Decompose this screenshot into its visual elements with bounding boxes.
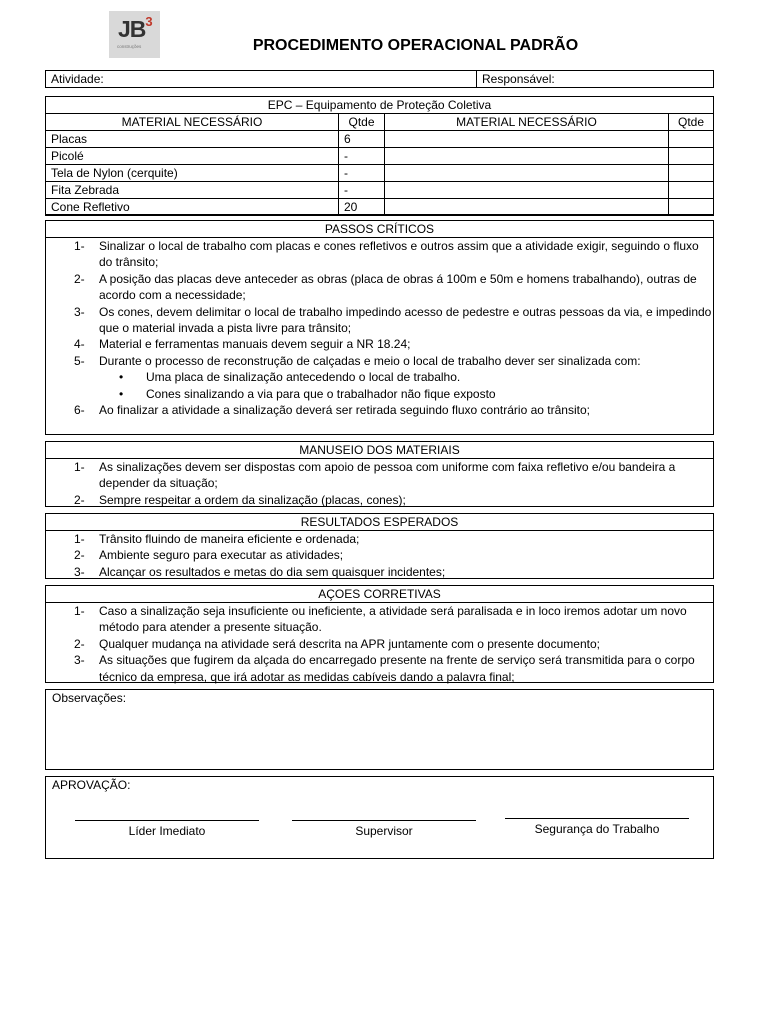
item-text: Sinalizar o local de trabalho com placas e cones refletivos e outros assim que a atividade exigir, seguindo o fluxo do trânsito;: [99, 239, 699, 270]
list-item: [46, 459, 713, 492]
observacoes-box[interactable]: [45, 689, 714, 770]
empty-cell: [669, 148, 714, 165]
list-item: [46, 531, 713, 547]
item-number: 1-: [74, 604, 85, 618]
list-item: [46, 353, 713, 369]
qty-cell: -: [339, 148, 385, 165]
material-cell: Placas: [46, 131, 339, 148]
page-title: PROCEDIMENTO OPERACIONAL PADRÃO: [252, 37, 579, 54]
col-material-left: MATERIAL NECESSÁRIO: [46, 114, 339, 131]
passos-list: [46, 238, 713, 369]
list-item: [46, 603, 713, 636]
item-text: Material e ferramentas manuais devem seguir a NR 18.24;: [99, 337, 411, 352]
signature-label: Segurança do Trabalho: [534, 822, 660, 836]
activity-field[interactable]: [46, 71, 477, 87]
acoes-list: [46, 603, 713, 685]
aprovacao-label: APROVAÇÃO:: [52, 778, 131, 792]
item-number: 3-: [74, 564, 85, 579]
epc-section: [45, 96, 714, 215]
responsible-field[interactable]: [477, 71, 714, 87]
item-text: As situações que fugirem da alçada do encarregado presente na frente de serviço será transmitida para o corpo técnico da empresa, que irá adotar as medidas cabíveis dando a palavra final;: [99, 653, 695, 684]
passos-section: [45, 220, 714, 435]
item-number: 1-: [74, 239, 85, 253]
item-number: 3-: [74, 653, 85, 668]
empty-cell: [385, 148, 669, 165]
manuseio-list: [46, 459, 713, 508]
item-number: 4-: [74, 337, 85, 352]
material-cell: Picolé: [46, 148, 339, 165]
logo-text: JB: [118, 16, 146, 42]
list-item: [46, 304, 713, 337]
empty-cell: [669, 182, 714, 199]
item-text: Caso a sinalização seja insuficiente ou ineficiente, a atividade será paralisada e in loco iremos adotar um novo método para atender a presente situação.: [99, 604, 687, 635]
signature-label: Líder Imediato: [128, 824, 206, 838]
item-text: Durante o processo de reconstrução de calçadas e meio o local de trabalho dever ser sinalizada com:: [99, 353, 641, 368]
signature-line: [292, 820, 476, 821]
bullet-item: • Cones sinalizando a via para que o trabalhador não fique exposto: [46, 386, 713, 402]
table-row: [46, 182, 714, 199]
responsible-label: Responsável:: [482, 72, 555, 86]
item-number: 2-: [74, 548, 85, 563]
item-text: Os cones, devem delimitar o local de trabalho impedindo acesso de pedestre e outras pessoas da via, e impedindo que o material invada a pista livre para trânsito;: [99, 304, 712, 336]
epc-table: [45, 113, 714, 216]
list-item: [46, 492, 713, 508]
epc-title: EPC – Equipamento de Proteção Coletiva: [46, 97, 713, 114]
signature-line: [75, 820, 259, 821]
resultados-title: RESULTADOS ESPERADOS: [46, 514, 713, 531]
list-item: [46, 652, 713, 685]
signature-lider[interactable]: [75, 820, 259, 838]
table-row: [46, 131, 714, 148]
header-box: [45, 70, 714, 88]
acoes-title: AÇOES CORRETIVAS: [46, 586, 713, 603]
empty-cell: [669, 165, 714, 182]
item-number: 2-: [74, 271, 85, 286]
observacoes-label: Observações:: [52, 691, 127, 705]
item-text: A posição das placas deve anteceder as obras (placa de obras á 100m e 50m e homens trabalhando), outras de acordo com a necessidade;: [99, 271, 697, 303]
logo-sup: 3: [145, 14, 152, 30]
item-text: Ambiente seguro para executar as atividades;: [99, 548, 344, 563]
manuseio-title: MANUSEIO DOS MATERIAIS: [46, 442, 713, 459]
item-text: Qualquer mudança na atividade será descrita na APR juntamente com o presente documento;: [99, 636, 600, 651]
item-text: Alcançar os resultados e metas do dia sem quaisquer incidentes;: [99, 564, 446, 579]
signature-label: Supervisor: [355, 824, 413, 838]
empty-cell: [385, 165, 669, 182]
item-number: 6-: [74, 403, 85, 418]
table-row: [46, 148, 714, 165]
item-number: 5-: [74, 353, 85, 368]
empty-cell: [385, 199, 669, 216]
passos-title: PASSOS CRÍTICOS: [46, 221, 713, 238]
acoes-section: [45, 585, 714, 683]
list-item: [46, 238, 713, 271]
list-item: [46, 636, 713, 652]
item-number: 3-: [74, 304, 85, 319]
bullet-item: • Uma placa de sinalização antecedendo o local de trabalho.: [46, 369, 713, 385]
material-cell: Cone Refletivo: [46, 199, 339, 216]
qty-cell: 6: [339, 131, 385, 148]
activity-label: Atividade:: [51, 72, 104, 86]
material-cell: Tela de Nylon (cerquite): [46, 165, 339, 182]
item-text: Sempre respeitar a ordem da sinalização (placas, cones);: [99, 492, 406, 507]
empty-cell: [669, 131, 714, 148]
list-item: [46, 336, 713, 352]
qty-cell: -: [339, 182, 385, 199]
signature-seguranca[interactable]: [505, 818, 689, 836]
list-item: [46, 547, 713, 563]
empty-cell: [669, 199, 714, 216]
empty-cell: [385, 182, 669, 199]
manuseio-section: [45, 441, 714, 507]
resultados-list: [46, 531, 713, 580]
col-qty-right: Qtde: [669, 114, 714, 131]
item-number: 2-: [74, 636, 85, 651]
list-item: [46, 271, 713, 304]
empty-cell: [385, 131, 669, 148]
item-number: 1-: [74, 460, 85, 474]
table-row: [46, 199, 714, 216]
col-qty-left: Qtde: [339, 114, 385, 131]
item-text: As sinalizações devem ser dispostas com apoio de pessoa com uniforme com faixa refletivo e/ou bandeira a depender da situação;: [99, 460, 676, 491]
item-number: 2-: [74, 492, 85, 507]
logo-subtitle: construções: [117, 44, 142, 49]
qty-cell: -: [339, 165, 385, 182]
resultados-section: [45, 513, 714, 579]
list-item: [46, 564, 713, 580]
signature-line: [505, 818, 689, 819]
qty-cell: 20: [339, 199, 385, 216]
col-material-right: MATERIAL NECESSÁRIO: [385, 114, 669, 131]
material-cell: Fita Zebrada: [46, 182, 339, 199]
list-item: [46, 402, 713, 418]
signature-supervisor[interactable]: [292, 820, 476, 838]
item-text: Trânsito fluindo de maneira eficiente e ordenada;: [99, 532, 360, 546]
table-row: [46, 165, 714, 182]
item-number: 1-: [74, 532, 85, 546]
item-text: Ao finalizar a atividade a sinalização deverá ser retirada seguindo fluxo contrário ao trânsito;: [99, 403, 590, 418]
